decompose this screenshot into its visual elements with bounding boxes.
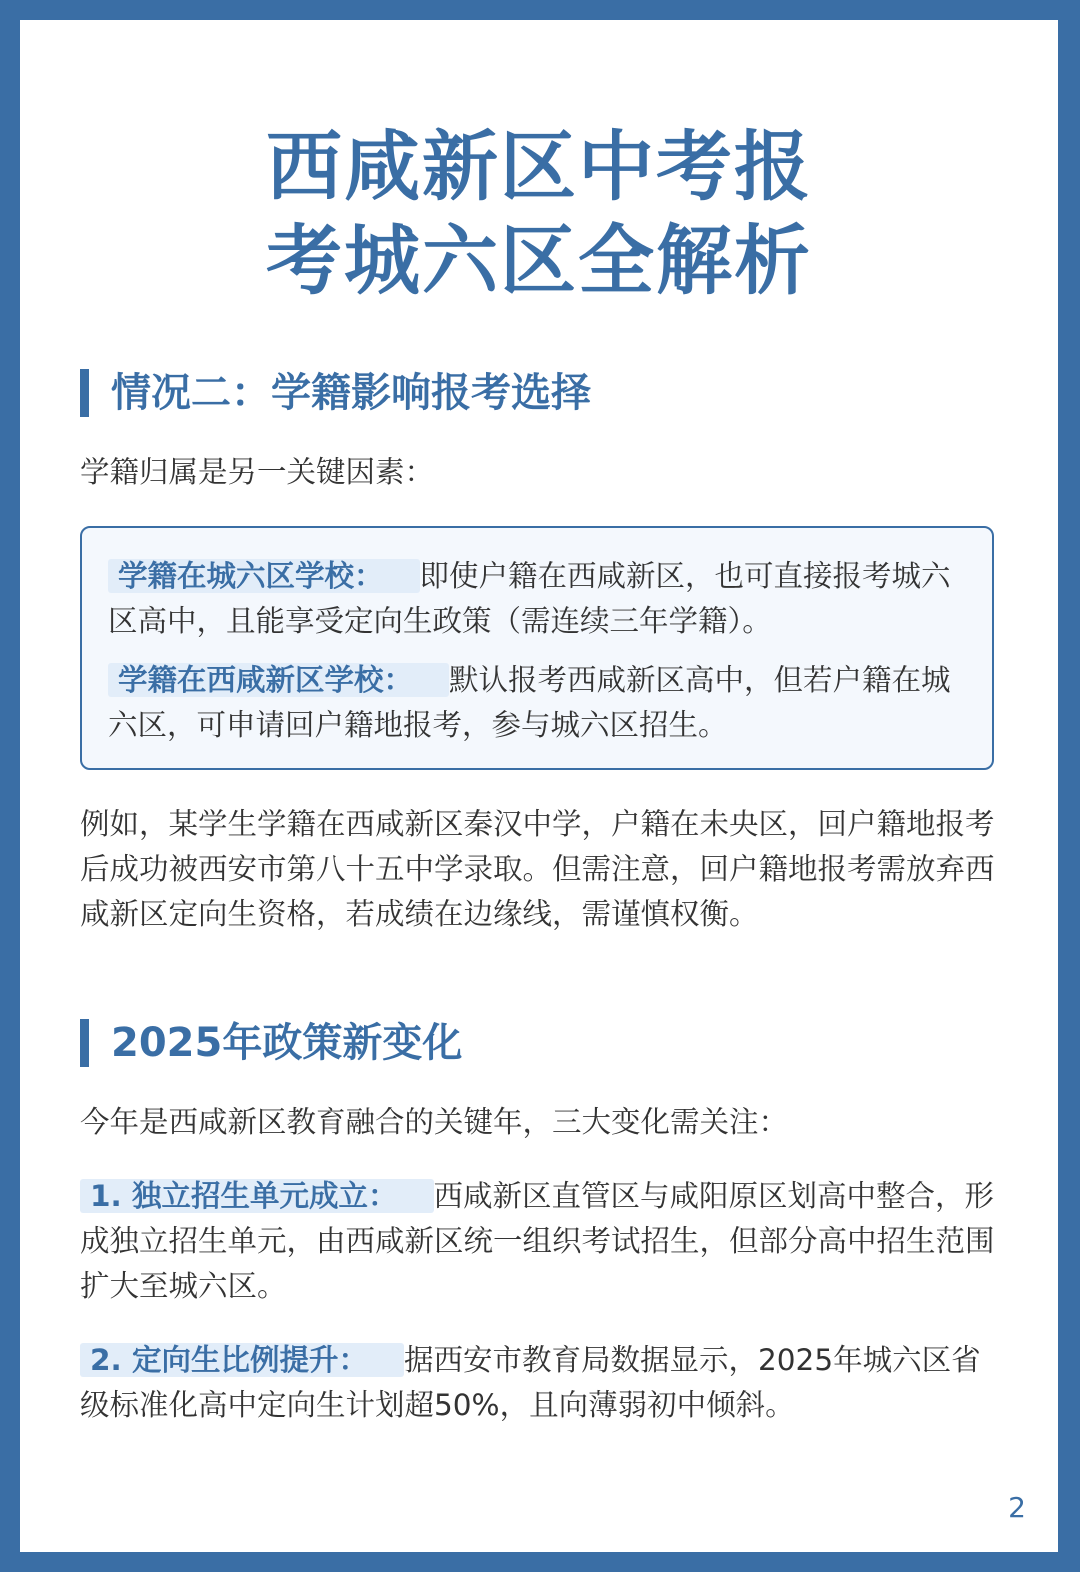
section-heading-1: [80, 368, 591, 418]
policy-item-1-text: 西咸新区直管区与咸阳原区划高中整合，形成独立招生单元，由西咸新区统一组织考试招生，但部分高中招生范围扩大至城六区。: [80, 1179, 995, 1303]
callout-box: [80, 526, 994, 770]
callout-item-2-text: 默认报考西咸新区高中，但若户籍在城六区，可申请回户籍地报考，参与城六区招生。: [108, 663, 951, 742]
page-title-line-1: 西咸新区中考报: [266, 122, 812, 211]
policy-item-2: [80, 1338, 1000, 1428]
section-heading-text: 情况二：学籍影响报考选择: [111, 370, 591, 416]
heading-accent-bar: [80, 1019, 89, 1067]
heading-accent-bar: [80, 369, 89, 417]
callout-item-1-text: 即使户籍在西咸新区，也可直接报考城六区高中，且能享受定向生政策（需连续三年学籍）。: [108, 559, 951, 638]
policy-item-2-label: 2. 定向生比例提升：: [80, 1343, 404, 1377]
section-heading-text: 2025年政策新变化: [111, 1020, 463, 1066]
section-heading-2: [80, 1018, 462, 1068]
section2-intro: 今年是西咸新区教育融合的关键年，三大变化需关注：: [80, 1105, 789, 1139]
section1-intro: 学籍归属是另一关键因素：: [80, 455, 435, 489]
page-title: [20, 120, 1058, 308]
callout-item-1-label: 学籍在城六区学校：: [108, 559, 420, 593]
page: [20, 20, 1058, 1552]
policy-item-2-text: 据西安市教育局数据显示，2025年城六区省级标准化高中定向生计划超50%，且向薄弱初中倾斜。: [80, 1343, 981, 1422]
policy-item-1: [80, 1174, 1000, 1309]
callout-item-2: [108, 658, 974, 748]
callout-item-1: [108, 554, 974, 644]
page-title-line-2: 考城六区全解析: [266, 216, 812, 305]
page-number: 2: [1008, 1491, 1026, 1524]
callout-item-2-label: 学籍在西咸新区学校：: [108, 663, 449, 697]
section1-example: 例如，某学生学籍在西咸新区秦汉中学，户籍在未央区，回户籍地报考后成功被西安市第八十五中学录取。但需注意，回户籍地报考需放弃西咸新区定向生资格，若成绩在边缘线，需谨慎权衡。: [80, 807, 995, 931]
policy-item-1-label: 1. 独立招生单元成立：: [80, 1179, 434, 1213]
